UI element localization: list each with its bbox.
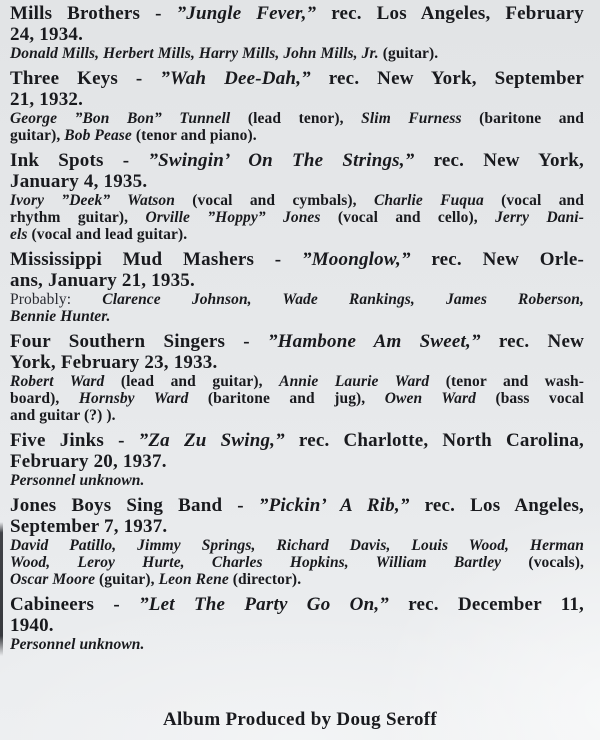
recording-entry-four-southern-singers [10,331,584,424]
entry-title-line [10,430,584,451]
personnel-line [10,571,584,588]
personnel-line [10,636,584,653]
emphasized-text: ”Jungle Fever,” [176,3,317,24]
scan-edge-mark [0,522,3,656]
text-segment: rec. New Orle- [410,249,584,270]
recording-entry-mills-brothers [10,3,584,62]
text-segment: (lead tenor), [230,110,362,127]
text-segment: rec. New York, September [310,68,584,89]
text-segment: Probably: [10,291,103,308]
text-segment: rec. December 11, [389,594,585,615]
emphasized-text: Bob Pease [64,127,132,144]
text-segment: guitar), [10,127,65,144]
text-segment: and guitar (?) ). [10,407,116,424]
entry-title-line [10,171,584,192]
emphasized-text: Personnel unknown. [10,636,145,653]
personnel-line [10,192,584,209]
emphasized-text: George ”Bon Bon” Tunnell [10,110,231,127]
text-segment: rec. New York, [414,150,584,171]
recording-entry-three-keys [10,68,584,144]
text-segment: Mississippi Mud Mashers - [10,249,302,270]
text-segment: (vocals), [501,554,585,571]
entry-title-line [10,352,584,373]
emphasized-text: Clarence Johnson, Wade Rankings, James Roberson, [102,291,584,308]
personnel-line [10,226,584,243]
personnel-line [10,110,584,127]
emphasized-text: Personnel unknown. [10,472,145,489]
emphasized-text: Owen Ward [384,390,476,407]
text-segment: (guitar), [95,571,159,588]
personnel-line [10,209,584,226]
entry-title-line [10,68,584,89]
text-segment: (guitar). [378,45,439,62]
liner-notes [10,3,584,659]
personnel-line [10,537,584,554]
emphasized-text: ”Hambone Am Sweet,” [267,331,481,352]
text-segment: (baritone and [461,110,584,127]
emphasized-text: Charlie Fuqua [373,192,484,209]
text-segment: 24, 1934. [10,24,84,45]
entry-title-line [10,451,584,472]
emphasized-text: els [10,226,28,243]
entry-title-line [10,495,584,516]
emphasized-text: David Patillo, Jimmy Springs, Richard Davis, Louis Wood, Herman [10,537,584,554]
text-segment: Five Jinks - [10,430,139,451]
emphasized-text: Wood, Leroy Hurte, Charles Hopkins, William Bartley [10,554,502,571]
text-segment: Ink Spots - [10,150,149,171]
entry-title-line [10,615,584,636]
personnel-line [10,407,584,424]
emphasized-text: Orville ”Hoppy” Jones [145,209,321,226]
text-segment: 1940. [10,615,54,636]
producer-credit: Album Produced by Doug Seroff [162,709,438,730]
recording-entry-mississippi-mud-mashers [10,249,584,325]
text-segment: rhythm guitar), [10,209,146,226]
text-segment: rec. New [480,331,584,352]
entry-title-line [10,89,584,110]
text-segment: (tenor and wash- [429,373,585,390]
text-segment: (tenor and piano). [131,127,257,144]
emphasized-text: Ivory ”Deek” Watson [10,192,175,209]
text-segment: York, February 23, 1933. [10,352,218,373]
recording-entry-jones-boys-sing-band [10,495,584,588]
personnel-line [10,127,584,144]
personnel-line [10,373,584,390]
emphasized-text: Oscar Moore [10,571,96,588]
emphasized-text: ”Wah Dee-Dah,” [160,68,311,89]
text-segment: ans, January 21, 1935. [10,270,195,291]
entry-title-line [10,3,584,24]
emphasized-text: ”Pickin’ A Rib,” [258,495,410,516]
text-segment: (bass vocal [475,390,584,407]
personnel-line [10,291,584,308]
entry-title-line [10,331,584,352]
emphasized-text: ”Swingin’ On The Strings,” [148,150,415,171]
emphasized-text: Hornsby Ward [78,390,189,407]
entry-title-line [10,249,584,270]
text-segment: Three Keys - [10,68,161,89]
text-segment: September 7, 1937. [10,516,168,537]
text-segment: (vocal and lead guitar). [27,226,188,243]
text-segment: (vocal and [483,192,584,209]
personnel-line [10,45,584,62]
entry-title-line [10,150,584,171]
emphasized-text: Robert Ward [10,373,105,390]
text-segment: rec. Charlotte, North Carolina, [284,430,584,451]
text-segment: Mills Brothers - [10,3,177,24]
text-segment: January 4, 1935. [10,171,148,192]
emphasized-text: Bennie Hunter. [10,308,111,325]
emphasized-text: Slim Furness [361,110,462,127]
entry-title-line [10,516,584,537]
entry-title-line [10,24,584,45]
emphasized-text: Donald Mills, Herbert Mills, Harry Mills, John Mills, Jr. [10,45,379,62]
text-segment: rec. Los Angeles, February [316,3,584,24]
text-segment: Four Southern Singers - [10,331,268,352]
text-segment: (baritone and jug), [188,390,385,407]
personnel-line [10,472,584,489]
personnel-line [10,390,584,407]
emphasized-text: ”Za Zu Swing,” [138,430,285,451]
text-segment: (vocal and cymbals), [174,192,374,209]
text-segment: February 20, 1937. [10,451,167,472]
entry-title-line [10,594,584,615]
recording-entry-ink-spots [10,150,584,243]
text-segment: 21, 1932. [10,89,84,110]
text-segment: Cabineers - [10,594,140,615]
recording-entry-cabineers [10,594,584,653]
emphasized-text: ”Moonglow,” [302,249,411,270]
text-segment: (director). [228,571,302,588]
emphasized-text: Leon Rene [158,571,229,588]
personnel-line [10,308,584,325]
emphasized-text: ”Let The Party Go On,” [139,594,389,615]
entry-title-line [10,270,584,291]
text-segment: (lead and guitar), [104,373,280,390]
text-segment: board), [10,390,79,407]
text-segment: Jones Boys Sing Band - [10,495,259,516]
emphasized-text: Annie Laurie Ward [279,373,430,390]
personnel-line [10,554,584,571]
text-segment: (vocal and cello), [320,209,496,226]
emphasized-text: Jerry Dani- [495,209,584,226]
recording-entry-five-jinks [10,430,584,489]
text-segment: rec. Los Angeles, [409,495,585,516]
